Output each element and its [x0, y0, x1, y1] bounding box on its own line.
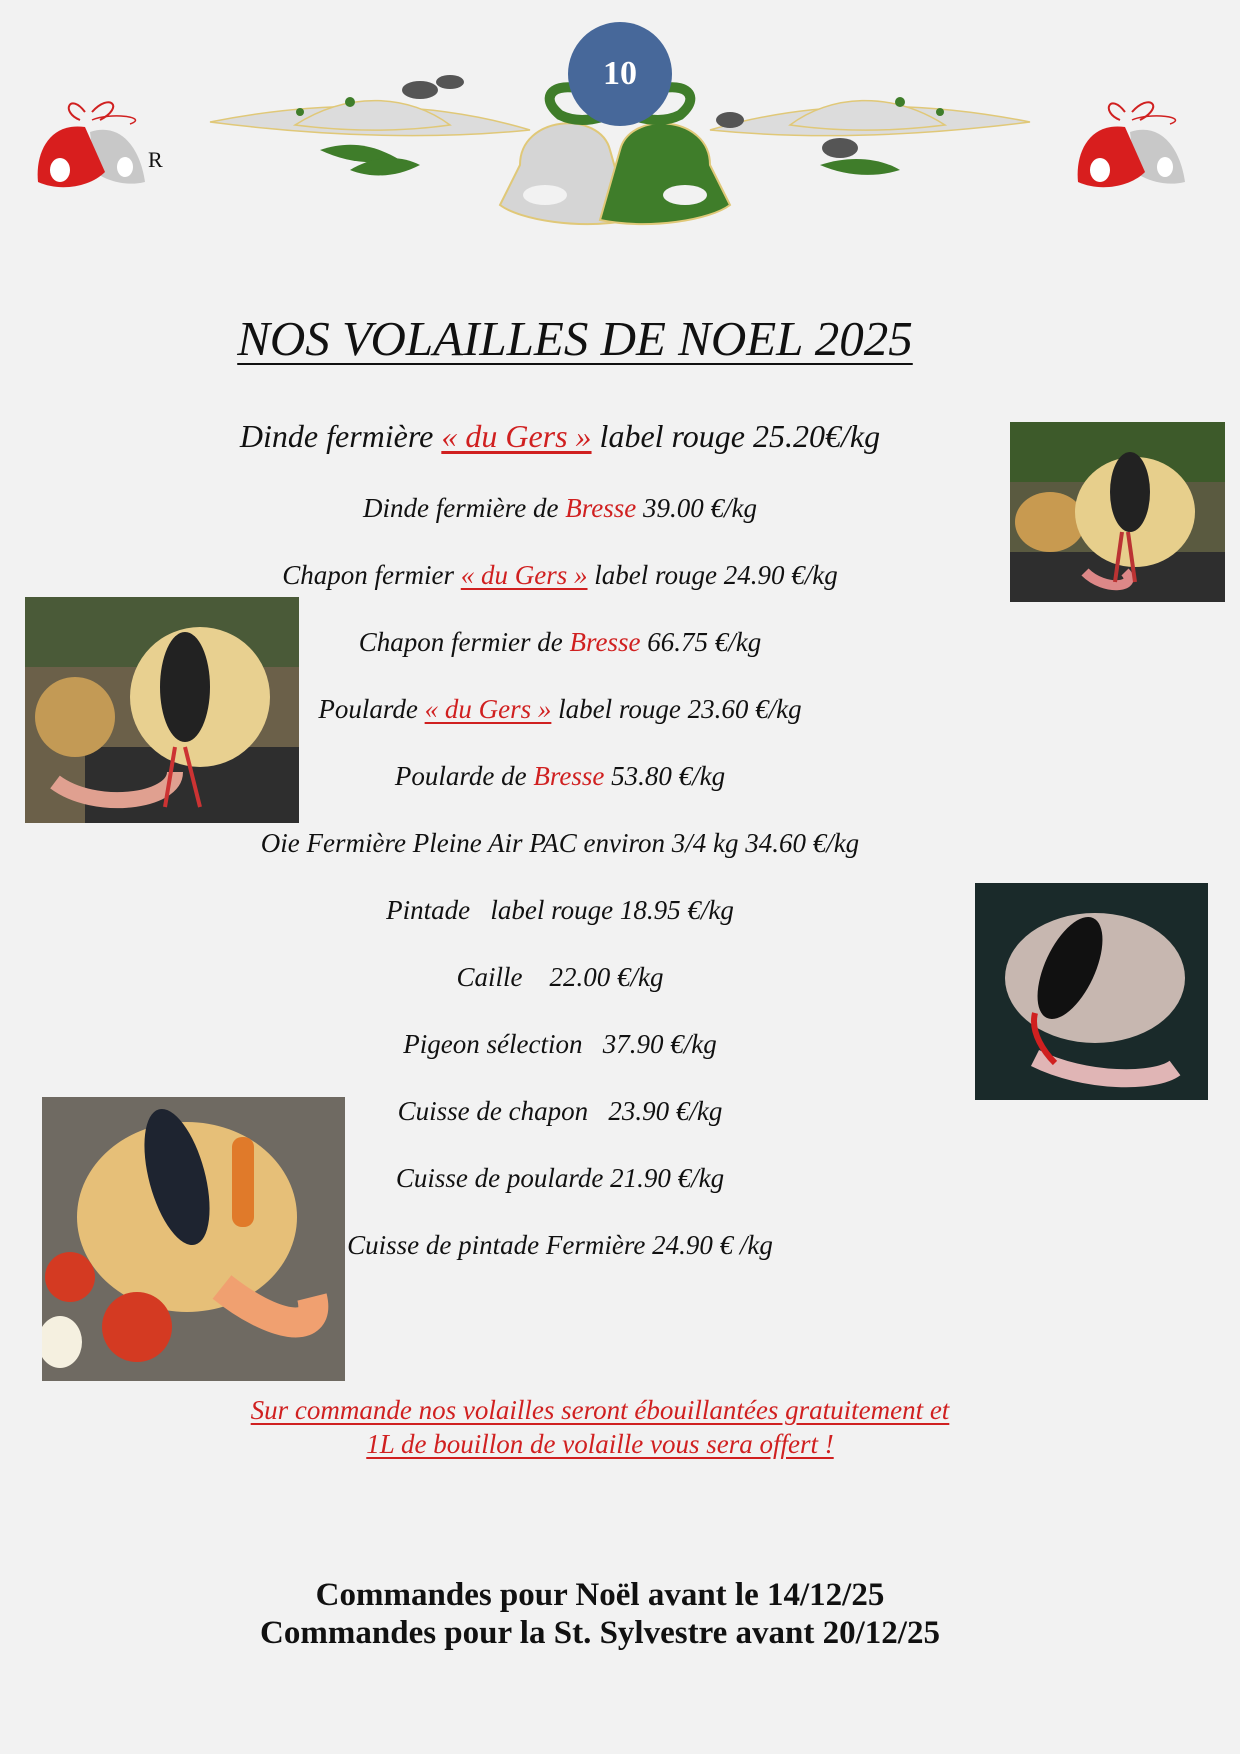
- item-price: 39.00 €/kg: [636, 493, 757, 523]
- price-item-pintade: Pintade label rouge 18.95 €/kg: [386, 895, 734, 925]
- price-item-dinde-bresse: [0, 493, 1180, 524]
- item-text: Dinde fermière de: [363, 493, 566, 523]
- price-item-oie: Oie Fermière Pleine Air PAC environ 3/4 kg 34.60 €/kg: [260, 828, 860, 858]
- corner-mark: R: [148, 147, 163, 172]
- item-price: 53.80 €/kg: [604, 761, 726, 791]
- roast-poultry-icon: [1010, 422, 1225, 602]
- price-item-cuisse-chapon: Cuisse de chapon 23.90 €/kg: [397, 1096, 723, 1126]
- item-price: label rouge 23.60 €/kg: [551, 694, 802, 724]
- item-text: Chapon fermier de: [358, 627, 570, 657]
- deadline-sylvestre: Commandes pour la St. Sylvestre avant 20/12/25: [260, 1615, 940, 1651]
- item-text: Dinde fermière: [239, 418, 442, 454]
- red-bell-left-icon: [30, 92, 160, 202]
- origin-label: « du Gers »: [441, 418, 592, 454]
- origin-label: Bresse: [569, 627, 641, 657]
- origin-label: « du Gers »: [460, 560, 588, 590]
- price-item-cuisse-pintade: Cuisse de pintade Fermière 24.90 € /kg: [347, 1230, 773, 1260]
- item-price: label rouge 24.90 €/kg: [587, 560, 838, 590]
- photo-chapon: [25, 597, 299, 823]
- page-title: NOS VOLAILLES DE NOEL 2025: [237, 311, 913, 366]
- scalding-note-line1: Sur commande nos volailles seront ébouillantées gratuitement et: [250, 1395, 950, 1425]
- origin-label: Bresse: [533, 761, 605, 791]
- price-item-chapon-gers: [0, 560, 1180, 591]
- price-item-caille: Caille 22.00 €/kg: [456, 962, 664, 992]
- item-price: 66.75 €/kg: [640, 627, 762, 657]
- roast-poultry-icon: [25, 597, 299, 823]
- raw-poultry-icon: [975, 883, 1208, 1100]
- raw-goose-icon: [42, 1097, 345, 1381]
- item-text: Poularde de: [394, 761, 534, 791]
- photo-dinde: [1010, 422, 1225, 602]
- origin-label: Bresse: [565, 493, 637, 523]
- item-text: Chapon fermier: [282, 560, 461, 590]
- photo-oie: [42, 1097, 345, 1381]
- photo-pintade: [975, 883, 1208, 1100]
- price-item-dinde-gers: [0, 418, 1180, 455]
- price-item-cuisse-poularde: Cuisse de poularde 21.90 €/kg: [395, 1163, 725, 1193]
- page-number-badge: 10: [568, 22, 672, 126]
- deadline-noel: Commandes pour Noël avant le 14/12/25: [315, 1577, 885, 1613]
- price-item-pigeon: Pigeon sélection 37.90 €/kg: [403, 1029, 717, 1059]
- red-bell-right-icon: [1070, 92, 1200, 202]
- item-price: label rouge 25.20€/kg: [591, 418, 881, 454]
- item-text: Poularde: [318, 694, 425, 724]
- scalding-note-line2: 1L de bouillon de volaille vous sera offert !: [366, 1429, 834, 1459]
- origin-label: « du Gers »: [424, 694, 552, 724]
